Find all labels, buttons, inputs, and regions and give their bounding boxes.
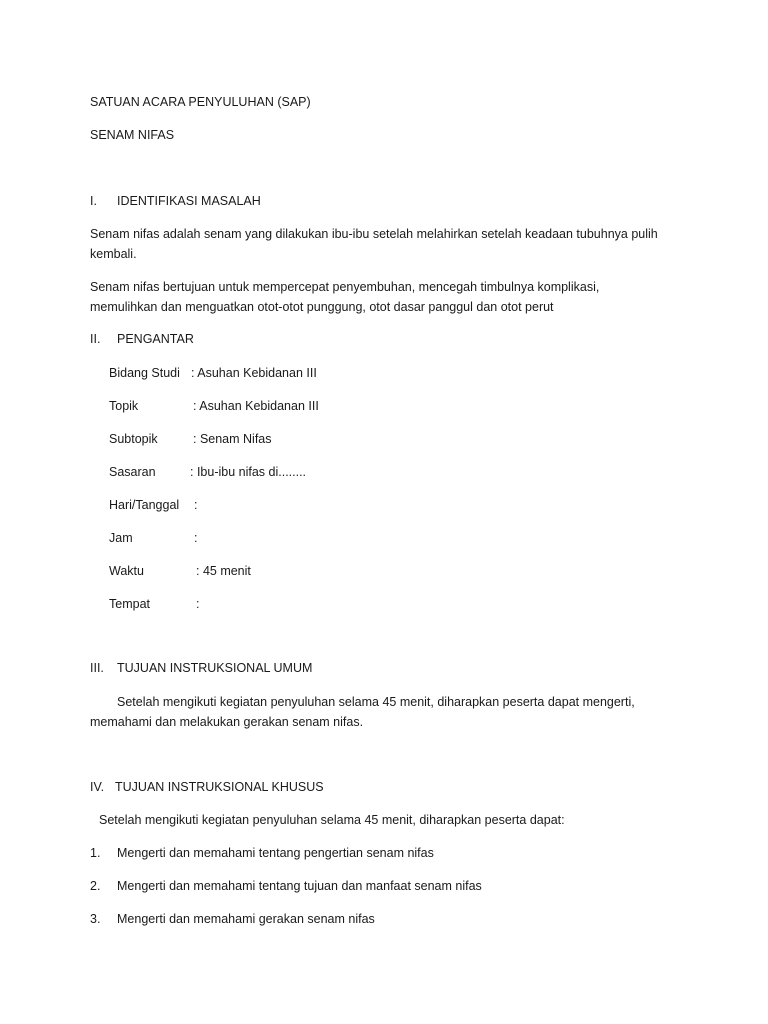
field-value: :	[196, 597, 200, 611]
field-value: : Ibu-ibu nifas di........	[190, 465, 307, 479]
list-item-number: 1.	[90, 846, 101, 860]
field-value: : Asuhan Kebidanan III	[191, 366, 317, 380]
paragraph-line: kembali.	[90, 247, 137, 261]
section-number: III.	[90, 661, 104, 675]
field-value: : 45 menit	[196, 564, 251, 578]
paragraph-line: memahami dan melakukan gerakan senam nifas.	[90, 715, 364, 729]
list-item-number: 2.	[90, 879, 101, 893]
field-label: Sasaran	[109, 465, 156, 479]
section-number: IV.	[90, 780, 105, 794]
field-value: :	[194, 531, 198, 545]
field-label: Tempat	[109, 597, 150, 611]
paragraph-line: Setelah mengikuti kegiatan penyuluhan selama 45 menit, diharapkan peserta dapat mengerti,	[117, 695, 635, 709]
list-item: Mengerti dan memahami tentang pengertian senam nifas	[117, 846, 434, 860]
field-value: : Asuhan Kebidanan III	[193, 399, 319, 413]
section-heading: TUJUAN INSTRUKSIONAL KHUSUS	[115, 780, 324, 794]
field-value: :	[194, 498, 198, 512]
paragraph-line: Senam nifas bertujuan untuk mempercepat penyembuhan, mencegah timbulnya komplikasi,	[90, 280, 600, 294]
list-item: Mengerti dan memahami gerakan senam nifas	[117, 912, 375, 926]
section-heading: TUJUAN INSTRUKSIONAL UMUM	[117, 661, 313, 675]
section-heading: PENGANTAR	[117, 332, 194, 346]
field-label: Waktu	[109, 564, 144, 578]
field-value: : Senam Nifas	[193, 432, 272, 446]
field-label: Topik	[109, 399, 139, 413]
paragraph-line: Setelah mengikuti kegiatan penyuluhan selama 45 menit, diharapkan peserta dapat:	[99, 813, 565, 827]
section-number: II.	[90, 332, 101, 346]
list-item: Mengerti dan memahami tentang tujuan dan manfaat senam nifas	[117, 879, 482, 893]
field-label: Subtopik	[109, 432, 158, 446]
field-label: Bidang Studi	[109, 366, 180, 380]
field-label: Jam	[109, 531, 133, 545]
section-number: I.	[90, 194, 97, 208]
paragraph-line: memulihkan dan menguatkan otot-otot punggung, otot dasar panggul dan otot perut	[90, 300, 554, 314]
paragraph-line: Senam nifas adalah senam yang dilakukan ibu-ibu setelah melahirkan setelah keadaan tubuhnya pulih	[90, 227, 658, 241]
field-label: Hari/Tanggal	[109, 498, 180, 512]
list-item-number: 3.	[90, 912, 101, 926]
section-heading: IDENTIFIKASI MASALAH	[117, 194, 261, 208]
document-subtitle: SENAM NIFAS	[90, 128, 175, 142]
document-title: SATUAN ACARA PENYULUHAN (SAP)	[90, 95, 311, 109]
